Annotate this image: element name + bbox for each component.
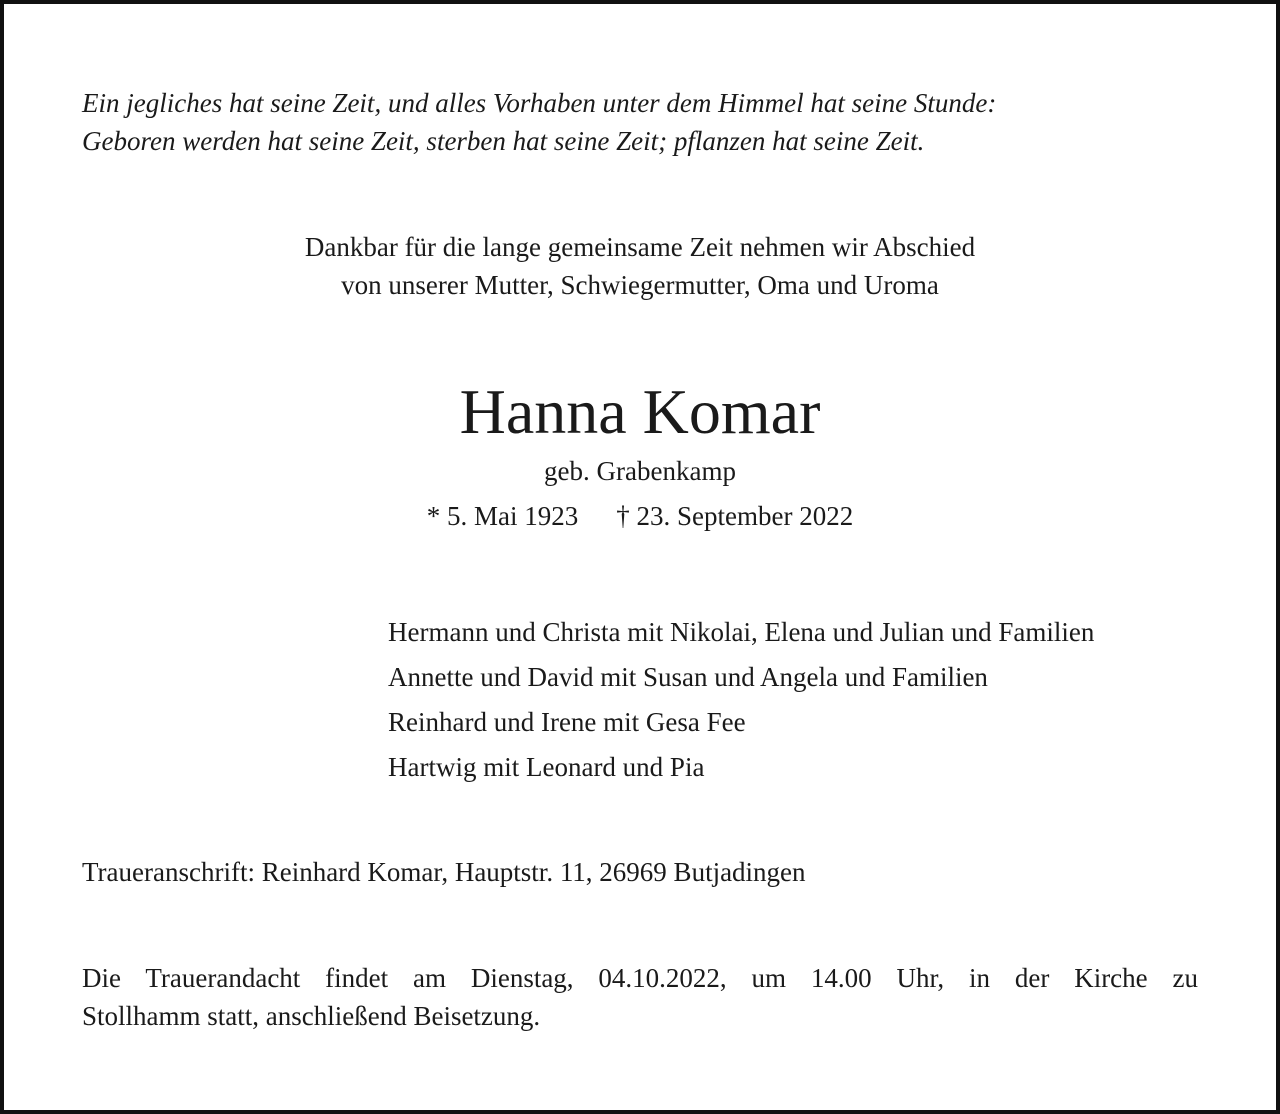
mourner-line: Hermann und Christa mit Nikolai, Elena und Julian und Familien bbox=[388, 617, 1095, 647]
mourner-line: Hartwig mit Leonard und Pia bbox=[388, 752, 705, 782]
intro-line-1: Dankbar für die lange gemeinsame Zeit nehmen wir Abschied bbox=[304, 232, 976, 262]
service-line-2: Stollhamm statt, anschließend Beisetzung. bbox=[82, 1001, 541, 1031]
quote-line-1: Ein jegliches hat seine Zeit, und alles Vorhaben unter dem Himmel hat seine Stunde: bbox=[82, 88, 997, 118]
deceased-name: Hanna Komar bbox=[459, 376, 821, 447]
service-line-1: Die Trauerandacht findet am Dienstag, 04.10.2022, um 14.00 Uhr, in der Kirche zu bbox=[82, 963, 1198, 993]
intro-line-2: von unserer Mutter, Schwiegermutter, Oma und Uroma bbox=[341, 270, 939, 300]
birth-date: * 5. Mai 1923 bbox=[426, 501, 579, 531]
bible-quote bbox=[82, 84, 1202, 160]
birth-name: geb. Grabenkamp bbox=[544, 456, 736, 486]
service-notice bbox=[82, 959, 1198, 1035]
life-dates bbox=[0, 497, 1280, 535]
mourning-address: Traueranschrift: Reinhard Komar, Hauptstr. 11, 26969 Butjadingen bbox=[82, 857, 806, 887]
mourner-line: Reinhard und Irene mit Gesa Fee bbox=[388, 707, 746, 737]
quote-line-2: Geboren werden hat seine Zeit, sterben hat seine Zeit; pflanzen hat seine Zeit. bbox=[82, 126, 925, 156]
mourners-list bbox=[388, 610, 1094, 790]
farewell-intro bbox=[0, 228, 1280, 304]
death-date: † 23. September 2022 bbox=[616, 501, 854, 531]
mourner-line: Annette und David mit Susan und Angela und Familien bbox=[388, 662, 988, 692]
